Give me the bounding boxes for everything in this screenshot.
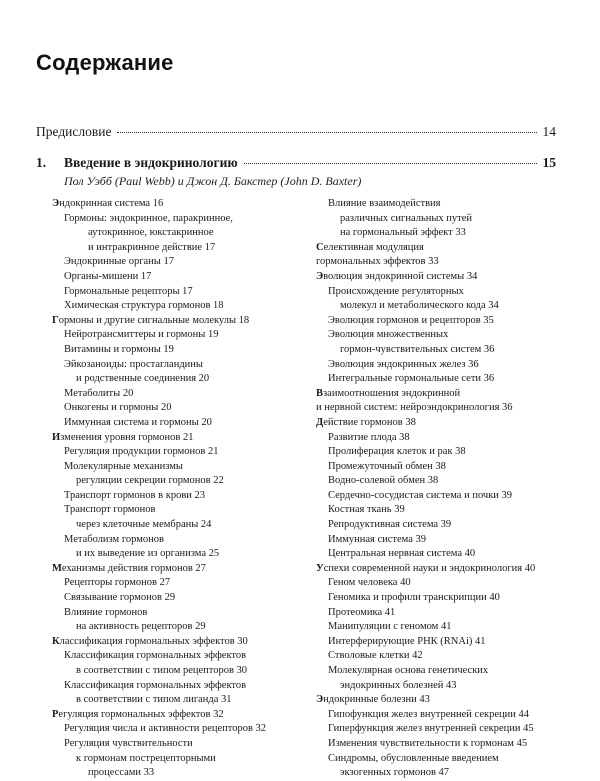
entry-text: ндокринная система 16	[59, 198, 164, 209]
toc-entry[interactable]: Молекулярная основа генетических	[328, 665, 489, 676]
entry-text: спехи современной науки и эндокринология 40	[323, 562, 536, 574]
toc-entry[interactable]: на гормональный эффект 33	[340, 227, 466, 239]
toc-entry[interactable]: и родственные соединения 20	[76, 373, 210, 385]
chapter-label: Введение в эндокринологию	[64, 155, 238, 170]
entry-text: егуляция гормональных эффектов 32	[58, 708, 224, 720]
toc-entry[interactable]: Протеомика 41	[328, 606, 396, 618]
toc-entry[interactable]: Водно-солевой обмен 38	[328, 475, 439, 487]
entry-text: елективная модуляция	[323, 241, 424, 253]
entry-text: лассификация гормональных эффектов 30	[59, 635, 248, 647]
toc-entry[interactable]	[52, 708, 307, 723]
toc-entry[interactable]: через клеточные мембраны 24	[76, 519, 212, 531]
toc-entry[interactable]: экзогенных гормонов 47	[340, 767, 450, 779]
toc-entry[interactable]: гормональных эффектов 33	[316, 256, 439, 268]
toc-entry[interactable]: Изменения чувствительности к гормонам 45	[328, 737, 528, 749]
dot-leader	[244, 163, 537, 164]
chapter-page: 15	[542, 155, 556, 170]
toc-entry[interactable]: Органы-мишени 17	[64, 270, 152, 282]
toc-chapter-1[interactable]	[36, 155, 556, 171]
toc-entry[interactable]: Гиперфункция желез внутренней секреции 45	[328, 723, 534, 735]
toc-entry[interactable]	[52, 562, 307, 577]
toc-entry[interactable]: Происхождение регуляторных	[328, 285, 464, 297]
toc-entry[interactable]: Пролиферация клеток и рак 38	[328, 446, 466, 458]
toc-entry[interactable]	[52, 635, 307, 650]
toc-entry[interactable]: Иммунная система и гормоны 20	[64, 416, 212, 428]
toc-entry[interactable]: в соответствии с типом рецепторов 30	[76, 665, 248, 676]
toc-entry[interactable]	[52, 314, 307, 329]
toc-entry[interactable]: Эндокринные органы 17	[64, 256, 174, 268]
toc-entry[interactable]: Развитие плода 38	[328, 431, 410, 443]
entry-text: ормоны и другие сигнальные молекулы 18	[58, 314, 250, 326]
toc-entry[interactable]: Стволовые клетки 42	[328, 650, 423, 662]
toc-left-column	[52, 197, 307, 781]
toc-entry[interactable]: Эволюция гормонов и рецепторов 35	[328, 314, 494, 326]
toc-entry[interactable]: Витамины и гормоны 19	[64, 343, 174, 355]
preface-label: Предисловие	[36, 124, 112, 139]
entry-text: ндокринные болезни 43	[323, 694, 430, 706]
toc-entry[interactable]: регуляции секреции гормонов 22	[76, 475, 224, 487]
toc-preface[interactable]	[36, 124, 556, 140]
toc-entry[interactable]: Манипуляции с геномом 41	[328, 621, 452, 633]
toc-right-column	[316, 197, 576, 781]
page-title: Содержание	[36, 50, 174, 75]
toc-entry[interactable]: и их выведение из организма 25	[76, 548, 220, 560]
toc-entry[interactable]	[52, 431, 307, 446]
toc-entry[interactable]: Гормоны: эндокринное, паракринное,	[64, 212, 233, 224]
toc-entry[interactable]: Костная ткань 39	[328, 504, 405, 516]
toc-entry[interactable]: Иммунная система 39	[328, 533, 427, 545]
entry-initial: Г	[52, 314, 59, 326]
toc-entry[interactable]: Репродуктивная система 39	[328, 519, 452, 531]
toc-entry[interactable]: процессами 33	[88, 767, 155, 779]
toc-entry[interactable]: Геномика и профили транскрипции 40	[328, 592, 500, 604]
dot-leader	[117, 132, 536, 133]
toc-entry[interactable]: Гипофункция желез внутренней секреции 44	[328, 708, 529, 720]
toc-entry[interactable]: Метаболизм гормонов	[64, 533, 164, 545]
toc-entry[interactable]: Влияние взаимодействия	[328, 198, 441, 209]
toc-entry[interactable]: Классификация гормональных эффектов	[64, 679, 247, 691]
toc-entry[interactable]: Транспорт гормонов в крови 23	[64, 489, 206, 501]
toc-entry[interactable]: Геном человека 40	[328, 577, 411, 589]
entry-initial: Э	[52, 198, 60, 209]
toc-entry[interactable]: Интегральные гормональные сети 36	[328, 373, 495, 385]
toc-entry[interactable]: в соответствии с типом лиганда 31	[76, 694, 232, 706]
entry-initial: К	[52, 635, 60, 647]
toc-entry[interactable]: гормон-чувствительных систем 36	[340, 343, 495, 355]
toc-entry[interactable]: Нейротрансмиттеры и гормоны 19	[64, 329, 219, 341]
toc-entry[interactable]: на активность рецепторов 29	[76, 621, 206, 633]
entry-initial: У	[316, 562, 324, 574]
toc-entry[interactable]	[52, 197, 307, 212]
toc-entry[interactable]: Связывание гормонов 29	[64, 592, 176, 604]
toc-entry[interactable]: Эволюция множественных	[328, 329, 449, 341]
toc-entry[interactable]: различных сигнальных путей	[340, 212, 473, 224]
toc-entry[interactable]: Регуляция продукции гормонов 21	[64, 446, 219, 458]
entry-text: ействие гормонов 38	[323, 416, 416, 428]
toc-entry[interactable]	[316, 241, 576, 256]
toc-entry[interactable]	[316, 387, 576, 402]
toc-entry[interactable]: Промежуточный обмен 38	[328, 460, 446, 472]
toc-entry[interactable]: и нервной систем: нейроэндокринология 36	[316, 402, 513, 414]
toc-entry[interactable]: молекул и метаболического кода 34	[340, 300, 499, 312]
toc-entry[interactable]: Эйкозаноиды: простагландины	[64, 358, 203, 370]
entry-initial: С	[316, 241, 324, 253]
toc-entry[interactable]: Химическая структура гормонов 18	[64, 300, 224, 312]
toc-entry[interactable]: Метаболиты 20	[64, 387, 134, 399]
entry-initial: Р	[52, 708, 59, 720]
toc-entry[interactable]: эндокринных болезней 43	[340, 679, 457, 691]
toc-entry[interactable]: Классификация гормональных эффектов	[64, 650, 247, 662]
toc-entry[interactable]: Транспорт гормонов	[64, 504, 156, 516]
toc-entry[interactable]: Гормональные рецепторы 17	[64, 285, 193, 297]
toc-entry[interactable]: Интерферирующие РНК (RNAi) 41	[328, 635, 486, 647]
entry-initial: В	[316, 387, 324, 399]
toc-entry[interactable]: Центральная нервная система 40	[328, 548, 476, 560]
toc-entry[interactable]	[316, 562, 576, 577]
toc-entry[interactable]: Регуляция чувствительности	[64, 737, 193, 749]
toc-entry[interactable]	[316, 416, 576, 431]
toc-entry[interactable]: Влияние гормонов	[64, 606, 148, 618]
toc-entry[interactable]: аутокринное, юкстакринное	[88, 227, 214, 239]
toc-entry[interactable]: Синдромы, обусловленные введением	[328, 752, 499, 764]
entry-text: волюция эндокринной системы 34	[323, 270, 478, 282]
toc-entry[interactable]: к гормонам пострецепторными	[76, 752, 216, 764]
toc-entry[interactable]: Эволюция эндокринных желез 36	[328, 358, 479, 370]
preface-page: 14	[542, 124, 556, 139]
toc-entry[interactable]: Молекулярные механизмы	[64, 460, 183, 472]
toc-entry[interactable]: Онкогены и гормоны 20	[64, 402, 172, 414]
toc-entry[interactable]	[316, 693, 576, 708]
entry-initial: Д	[316, 416, 324, 428]
entry-initial: Э	[316, 270, 324, 282]
entry-initial: И	[52, 431, 61, 443]
entry-text: заимоотношения эндокринной	[323, 387, 461, 399]
toc-entry[interactable]: Регуляция числа и активности рецепторов 32	[64, 723, 267, 735]
entry-text: зменения уровня гормонов 21	[60, 431, 194, 443]
toc-entry[interactable]: Сердечно-сосудистая система и почки 39	[328, 489, 513, 501]
toc-entry[interactable]: и интракринное действие 17	[88, 241, 216, 253]
chapter-authors: Пол Уэбб (Paul Webb) и Джон Д. Бакстер (John D. Baxter)	[64, 174, 362, 188]
entry-initial: М	[52, 562, 62, 574]
entry-text: еханизмы действия гормонов 27	[61, 562, 206, 574]
chapter-number: 1.	[36, 155, 47, 170]
entry-initial: Э	[316, 694, 324, 706]
toc-entry[interactable]	[316, 270, 576, 285]
toc-entry[interactable]: Рецепторы гормонов 27	[64, 577, 171, 589]
